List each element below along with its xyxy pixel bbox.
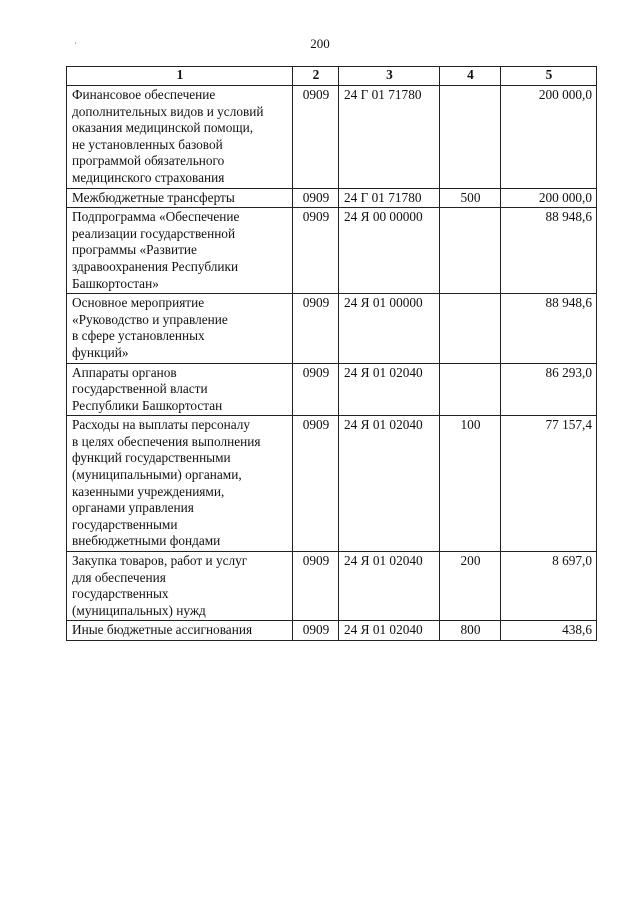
row-section: 0909 bbox=[293, 363, 339, 416]
row-expense-type: 500 bbox=[440, 188, 501, 208]
row-expense-type bbox=[440, 363, 501, 416]
row-amount: 86 293,0 bbox=[501, 363, 597, 416]
row-expense-type: 100 bbox=[440, 416, 501, 552]
row-target-code: 24 Я 01 02040 bbox=[339, 621, 440, 641]
table-row bbox=[67, 621, 597, 641]
row-expense-type: 800 bbox=[440, 621, 501, 641]
row-target-code: 24 Я 01 02040 bbox=[339, 363, 440, 416]
row-section: 0909 bbox=[293, 188, 339, 208]
row-expense-type: 200 bbox=[440, 552, 501, 621]
table-row bbox=[67, 552, 597, 621]
stray-scan-mark: ‘ bbox=[74, 40, 77, 50]
row-amount: 77 157,4 bbox=[501, 416, 597, 552]
header-col-4: 4 bbox=[440, 67, 501, 86]
row-section: 0909 bbox=[293, 208, 339, 294]
table-row bbox=[67, 294, 597, 363]
row-amount: 88 948,6 bbox=[501, 208, 597, 294]
row-amount: 200 000,0 bbox=[501, 86, 597, 189]
row-target-code: 24 Г 01 71780 bbox=[339, 188, 440, 208]
table-row bbox=[67, 86, 597, 189]
row-section: 0909 bbox=[293, 621, 339, 641]
table-row bbox=[67, 363, 597, 416]
row-target-code: 24 Я 01 02040 bbox=[339, 416, 440, 552]
row-target-code: 24 Я 01 00000 bbox=[339, 294, 440, 363]
table-row bbox=[67, 416, 597, 552]
table-row bbox=[67, 188, 597, 208]
row-name: Подпрограмма «Обеспечение реализации государственной программы «Развитие здравоохранения Республики Башкортостан» bbox=[67, 208, 293, 294]
budget-table bbox=[66, 66, 597, 641]
row-name: Межбюджетные трансферты bbox=[67, 188, 293, 208]
row-expense-type bbox=[440, 208, 501, 294]
header-col-3: 3 bbox=[339, 67, 440, 86]
row-amount: 88 948,6 bbox=[501, 294, 597, 363]
header-col-5: 5 bbox=[501, 67, 597, 86]
row-name: Закупка товаров, работ и услуг для обеспечения государственных (муниципальных) нужд bbox=[67, 552, 293, 621]
row-name: Иные бюджетные ассигнования bbox=[67, 621, 293, 641]
row-name: Основное мероприятие «Руководство и управление в сфере установленных функций» bbox=[67, 294, 293, 363]
row-target-code: 24 Я 01 02040 bbox=[339, 552, 440, 621]
row-expense-type bbox=[440, 86, 501, 189]
row-target-code: 24 Г 01 71780 bbox=[339, 86, 440, 189]
row-name: Расходы на выплаты персоналу в целях обеспечения выполнения функций государственными (муниципальными) органами, казенными учреждениями, органами управления государственными внебюджетными фондами bbox=[67, 416, 293, 552]
row-amount: 8 697,0 bbox=[501, 552, 597, 621]
row-section: 0909 bbox=[293, 294, 339, 363]
row-section: 0909 bbox=[293, 552, 339, 621]
table-header-row bbox=[67, 67, 597, 86]
header-col-1: 1 bbox=[67, 67, 293, 86]
row-name: Финансовое обеспечение дополнительных видов и условий оказания медицинской помощи, не установленных базовой программой обязательного медицинского страхования bbox=[67, 86, 293, 189]
row-expense-type bbox=[440, 294, 501, 363]
row-section: 0909 bbox=[293, 86, 339, 189]
row-amount: 438,6 bbox=[501, 621, 597, 641]
row-name: Аппараты органов государственной власти Республики Башкортостан bbox=[67, 363, 293, 416]
row-amount: 200 000,0 bbox=[501, 188, 597, 208]
table-row bbox=[67, 208, 597, 294]
row-section: 0909 bbox=[293, 416, 339, 552]
row-target-code: 24 Я 00 00000 bbox=[339, 208, 440, 294]
header-col-2: 2 bbox=[293, 67, 339, 86]
page-number: 200 bbox=[310, 36, 330, 51]
